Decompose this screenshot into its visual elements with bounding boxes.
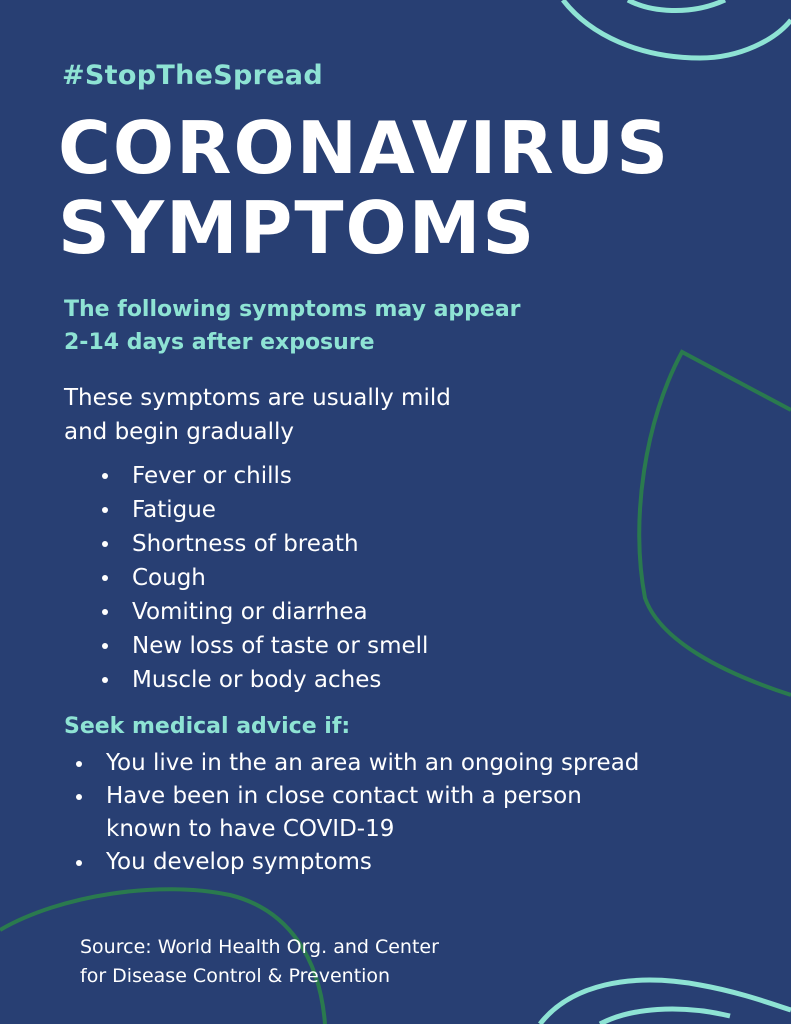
advice-item: You develop symptoms	[74, 846, 694, 879]
hashtag: #StopTheSpread	[62, 60, 323, 91]
subheading-line-2: 2-14 days after exposure	[64, 330, 375, 355]
symptom-item: New loss of taste or smell	[100, 629, 428, 663]
symptom-item: Cough	[100, 561, 428, 595]
symptom-item: Vomiting or diarrhea	[100, 595, 428, 629]
intro-line-1: These symptoms are usually mild	[64, 385, 451, 411]
symptom-item: Fatigue	[100, 493, 428, 527]
top-right-inner-arc	[628, 0, 725, 11]
advice-heading: Seek medical advice if:	[64, 714, 351, 739]
title-line-2: SYMPTOMS	[58, 186, 537, 270]
subheading-line-1: The following symptoms may appear	[64, 297, 521, 322]
symptom-item: Muscle or body aches	[100, 663, 428, 697]
exposure-subheading	[64, 293, 521, 359]
right-leaf-outline	[639, 352, 791, 695]
advice-item: You live in the an area with an ongoing spread	[74, 747, 694, 780]
bottom-right-inner-arc	[600, 1009, 730, 1024]
title-line-1: CORONAVIRUS	[58, 106, 671, 190]
source-note: Source: World Health Org. and Center for Disease Control & Prevention	[80, 936, 439, 987]
intro-line-2: and begin gradually	[64, 419, 295, 445]
intro-text	[64, 381, 451, 449]
page-title	[58, 108, 670, 268]
bottom-right-outer-arc	[540, 980, 791, 1024]
symptom-item: Shortness of breath	[100, 527, 428, 561]
symptom-list	[100, 459, 428, 697]
advice-item: Have been in close contact with a person known to have COVID-19	[74, 780, 626, 846]
symptom-item: Fever or chills	[100, 459, 428, 493]
advice-list	[74, 747, 694, 879]
